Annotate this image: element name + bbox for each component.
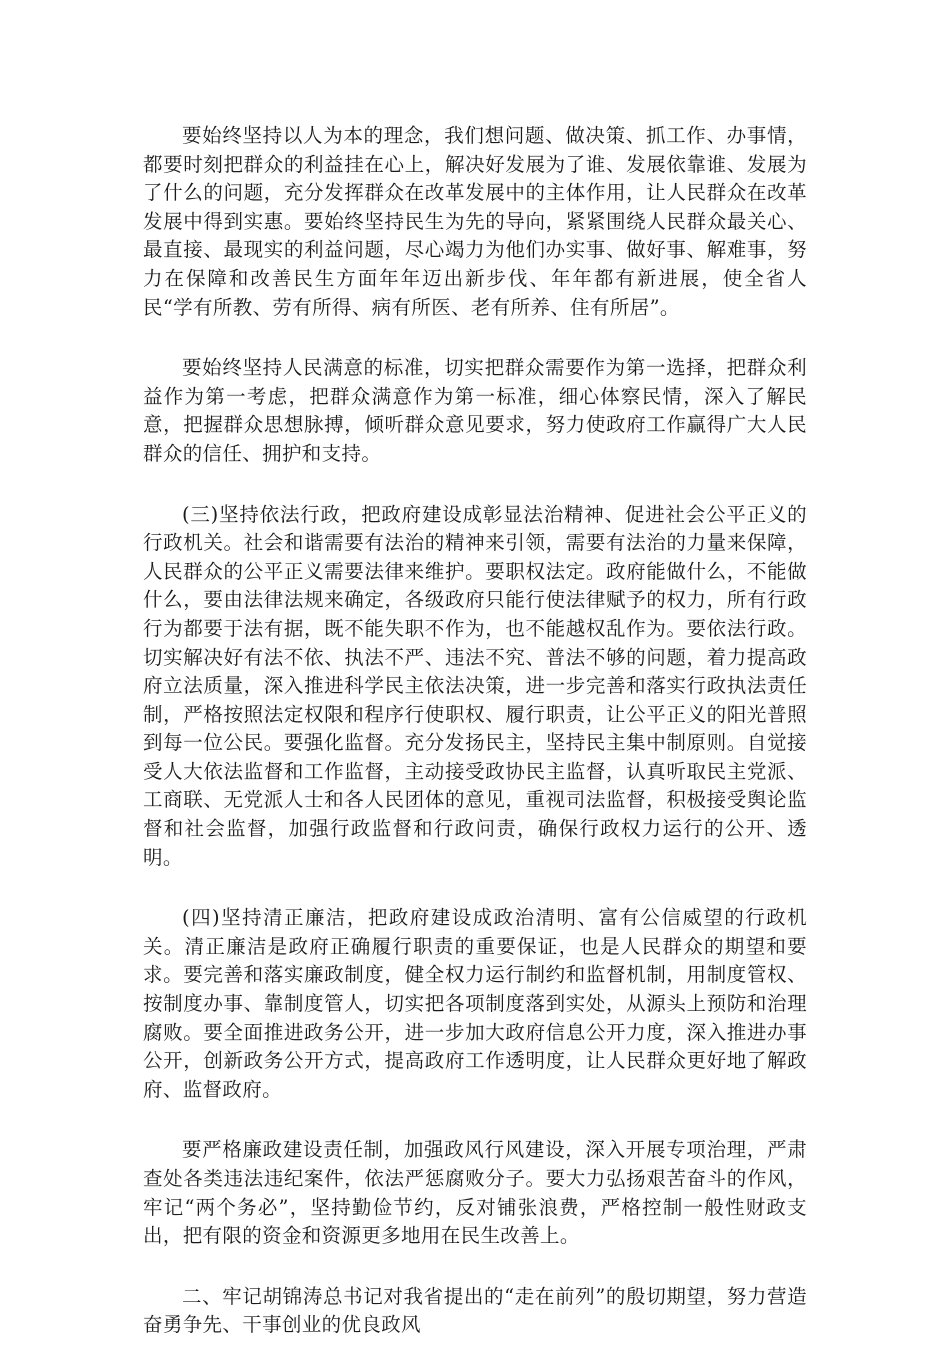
- paragraph-people-satisfaction: 要始终坚持人民满意的标准，切实把群众需要作为第一选择，把群众利益作为第一考虑，把群众满意作为第一标准，细心体察民情，深入了解民意，把握群众思想脉搏，倾听群众意见要求，努力使政府工作赢得广大人民群众的信任、拥护和支持。: [143, 356, 807, 465]
- paragraph-integrity: (四)坚持清正廉洁，把政府建设成政治清明、富有公信威望的行政机关。清正廉洁是政府正确履行职责的重要保证，也是人民群众的期望和要求。要完善和落实廉政制度，健全权力运行制约和监督机制，用制度管权、按制度办事、靠制度管人，切实把各项制度落到实处，从源头上预防和治理腐败。要全面推进政务公开，进一步加大政府信息公开力度，深入推进办事公开，创新政务公开方式，提高政府工作透明度，让人民群众更好地了解政府、监督政府。: [143, 906, 807, 1101]
- section-heading-two: 二、牢记胡锦涛总书记对我省提出的“走在前列”的殷切期望，努力营造奋勇争先、干事创业的优良政风: [143, 1284, 807, 1337]
- paragraph-rule-of-law: (三)坚持依法行政，把政府建设成彰显法治精神、促进社会公平正义的行政机关。社会和谐需要有法治的精神来引领，需要有法治的力量来保障，人民群众的公平正义需要法律来维护。要职权法定。政府能做什么，不能做什么，要由法律法规来确定，各级政府只能行使法律赋予的权力，所有行政行为都要于法有据，既不能失职不作为，也不能越权乱作为。要依法行政。切实解决好有法不依、执法不严、违法不究、普法不够的问题，着力提高政府立法质量，深入推进科学民主依法决策，进一步完善和落实行政执法责任制，严格按照法定权限和程序行使职权、履行职责，让公平正义的阳光普照到每一位公民。要强化监督。充分发扬民主，坚持民主集中制原则。自觉接受人大依法监督和工作监督，主动接受政协民主监督，认真听取民主党派、工商联、无党派人士和各人民团体的意见，重视司法监督，积极接受舆论监督和社会监督，加强行政监督和行政问责，确保行政权力运行的公开、透明。: [143, 502, 807, 869]
- document-body: [143, 122, 807, 1372]
- paragraph-anti-corruption: 要严格廉政建设责任制，加强政风行风建设，深入开展专项治理，严肃查处各类违法违纪案件，依法严惩腐败分子。要大力弘扬艰苦奋斗的作风，牢记“两个务必”，坚持勤俭节约，反对铺张浪费，严格控制一般性财政支出，把有限的资金和资源更多地用在民生改善上。: [143, 1138, 807, 1248]
- paragraph-people-oriented: 要始终坚持以人为本的理念，我们想问题、做决策、抓工作、办事情，都要时刻把群众的利益挂在心上，解决好发展为了谁、发展依靠谁、发展为了什么的问题，充分发挥群众在改革发展中的主体作用，让人民群众在改革发展中得到实惠。要始终坚持民生为先的导向，紧紧围绕人民群众最关心、最直接、最现实的利益问题，尽心竭力为他们办实事、做好事、解难事，努力在保障和改善民生方面年年迈出新步伐、年年都有新进展，使全省人民“学有所教、劳有所得、病有所医、老有所养、住有所居”。: [143, 124, 807, 319]
